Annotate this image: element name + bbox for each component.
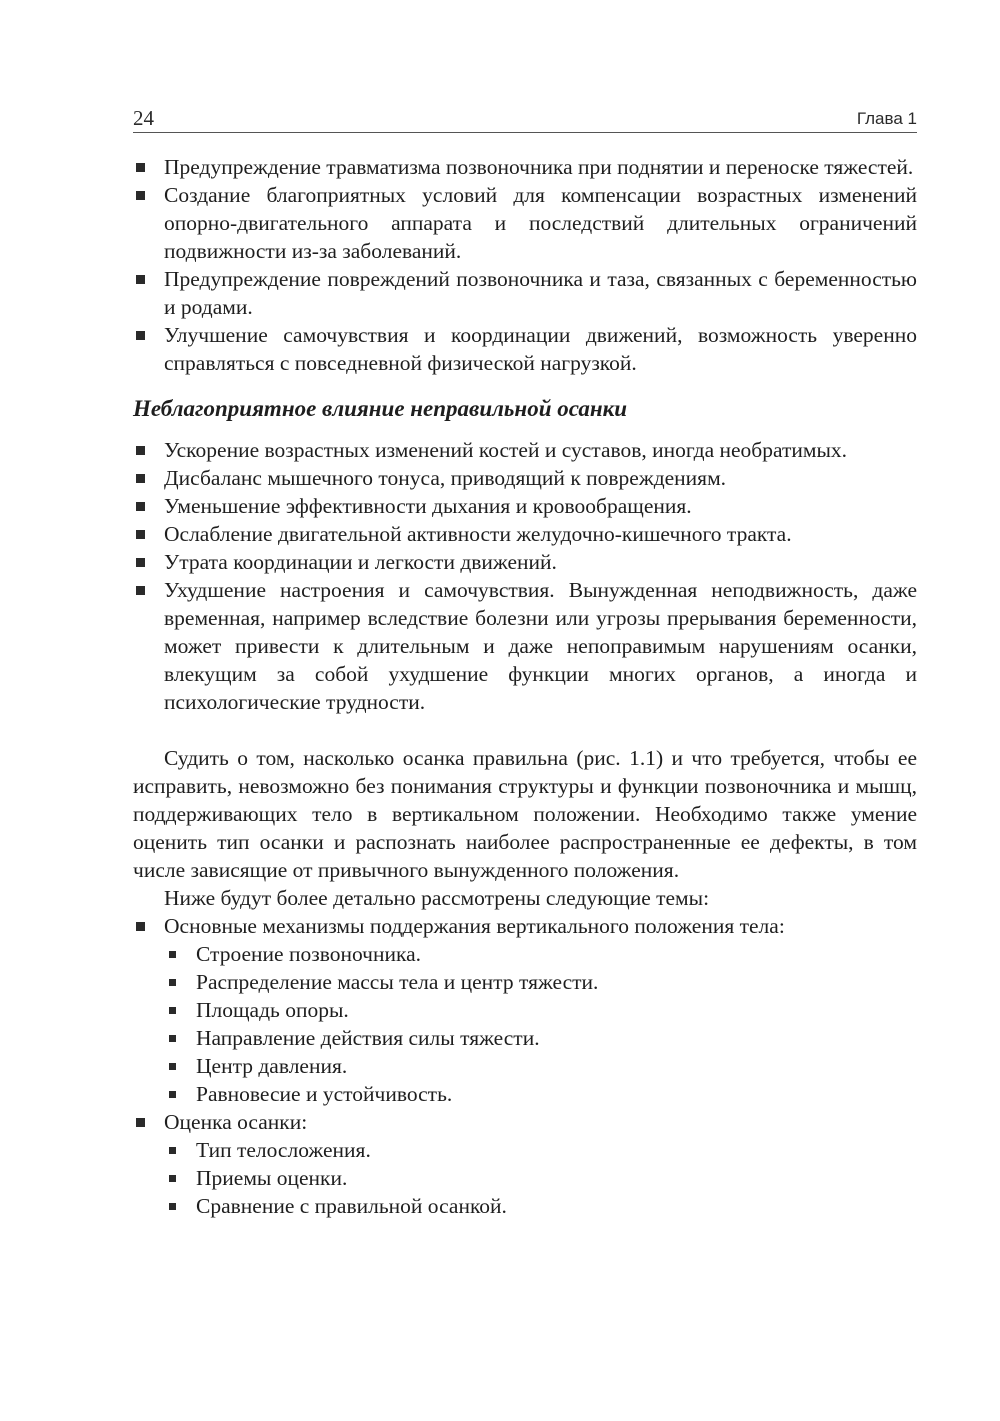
list-item: Создание благоприятных условий для компенсации возрастных изменений опорно-двигательного аппарата и последствий длительных ограничений подвижности из-за заболеваний. xyxy=(133,181,917,265)
subtopic-item: Распределение массы тела и центр тяжести. xyxy=(164,968,917,996)
list-item: Дисбаланс мышечного тонуса, приводящий к повреждениям. xyxy=(133,464,917,492)
subtopic-item: Тип телосложения. xyxy=(164,1136,917,1164)
subtopic-item: Направление действия силы тяжести. xyxy=(164,1024,917,1052)
benefits-list xyxy=(133,153,917,377)
topics-intro: Ниже будут более детально рассмотрены следующие темы: xyxy=(164,886,710,910)
list-item: Утрата координации и легкости движений. xyxy=(133,548,917,576)
subtopic-item: Приемы оценки. xyxy=(164,1164,917,1192)
topic-title: Основные механизмы поддержания вертикального положения тела: xyxy=(164,914,785,938)
subtopic-item: Центр давления. xyxy=(164,1052,917,1080)
running-head xyxy=(133,104,917,133)
list-item: Уменьшение эффективности дыхания и кровообращения. xyxy=(133,492,917,520)
list-item: Ослабление двигательной активности желудочно-кишечного тракта. xyxy=(133,520,917,548)
topics-list xyxy=(133,912,917,1220)
subtopic-item: Сравнение с правильной осанкой. xyxy=(164,1192,917,1220)
list-item: Ускорение возрастных изменений костей и суставов, иногда необратимых. xyxy=(133,436,917,464)
book-page xyxy=(133,0,917,1421)
section-heading: Неблагоприятное влияние неправильной осанки xyxy=(133,396,628,421)
subtopic-item: Равновесие и устойчивость. xyxy=(164,1080,917,1108)
page-content xyxy=(133,153,917,1220)
list-item: Улучшение самочувствия и координации движений, возможность уверенно справляться с повседневной физической нагрузкой. xyxy=(133,321,917,377)
list-item: Ухудшение настроения и самочувствия. Вынужденная неподвижность, даже временная, например вследствие болезни или угрозы прерывания беременности, может привести к длительным и даже непоправимым нарушениям осанки, влекущим за собой ухудшение функции многих органов, а иногда и психологические трудности. xyxy=(133,576,917,716)
list-item: Предупреждение травматизма позвоночника при поднятии и переноске тяжестей. xyxy=(133,153,917,181)
subtopics-list xyxy=(164,940,917,1108)
body-paragraph: Судить о том, насколько осанка правильна (рис. 1.1) и что требуется, чтобы ее исправить, невозможно без понимания структуры и функции позвоночника и мышц, поддерживающих тело в вертикальном положении. Необходимо также умение оценить тип осанки и распознать наиболее распространенные ее дефекты, в том числе зависящие от привычного вынужденного положения. xyxy=(133,746,917,882)
chapter-label: Глава 1 xyxy=(856,109,917,128)
page-number: 24 xyxy=(133,106,154,130)
topic-title: Оценка осанки: xyxy=(164,1110,308,1134)
list-item: Предупреждение повреждений позвоночника и таза, связанных с беременностью и родами. xyxy=(133,265,917,321)
subtopic-item: Площадь опоры. xyxy=(164,996,917,1024)
negative-effects-list xyxy=(133,436,917,716)
topic-item xyxy=(133,1108,917,1220)
paragraph-spacer xyxy=(133,716,917,744)
subtopics-list xyxy=(164,1136,917,1220)
topic-item xyxy=(133,912,917,1108)
subtopic-item: Строение позвоночника. xyxy=(164,940,917,968)
